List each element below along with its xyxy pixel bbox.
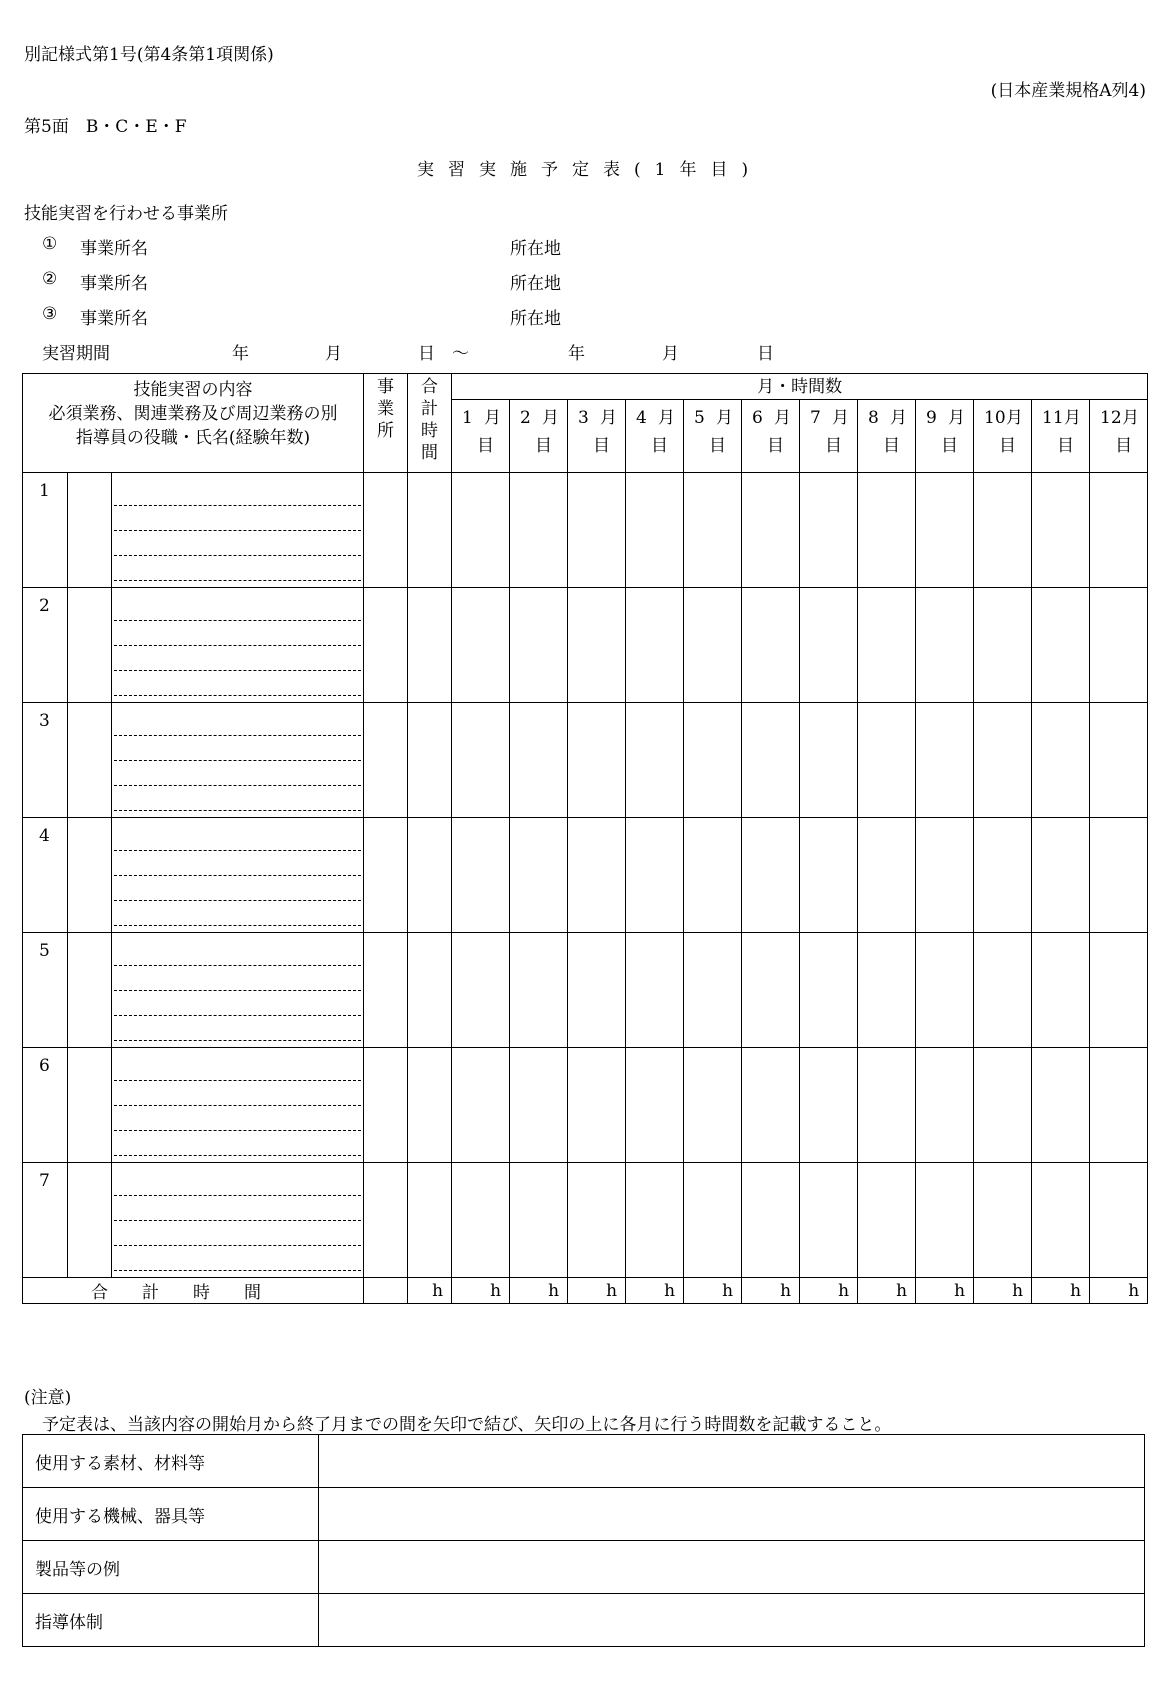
total-hours-cell[interactable] [408,1163,452,1278]
month-hours-cell[interactable] [626,703,684,818]
month-hours-cell[interactable] [626,933,684,1048]
month-number: 6 [752,408,763,428]
facility-2-name-label: 事業所名 [80,274,148,294]
dotted-line [114,711,361,736]
month-header-12 [1090,400,1148,473]
month-hours-cell[interactable] [684,1163,742,1278]
total-hours-cell[interactable] [408,818,452,933]
month-number: 2 [520,408,531,428]
total-hours-header-text [408,376,451,464]
month-number: 10 [984,408,1006,428]
dotted-line [114,506,361,531]
details-row [23,1541,1145,1594]
month-hours-cell[interactable] [858,933,916,1048]
month-hours-cell[interactable] [684,818,742,933]
details-label: 使用する機械、器具等 [23,1488,319,1541]
month-hours-cell[interactable] [916,588,974,703]
month-hours-cell[interactable] [1032,1163,1090,1278]
dotted-line [114,851,361,876]
month-hours-cell[interactable] [626,588,684,703]
total-hours-unit[interactable]: h [568,1278,626,1304]
task-content-cell[interactable] [112,1163,364,1278]
month-hours-cell[interactable] [1090,703,1148,818]
notes-text: 予定表は、当該内容の開始月から終了月までの間を矢印で結び、矢印の上に各月に行う時間数を記載すること。 [42,1415,892,1435]
month-hours-cell[interactable] [626,473,684,588]
month-hours-cell[interactable] [510,1048,568,1163]
dotted-line [114,481,361,506]
period-tilde: ～ [452,344,469,364]
month-hours-cell[interactable] [452,1163,510,1278]
task-content-cell[interactable] [112,1048,364,1163]
month-hours-cell[interactable] [626,1163,684,1278]
month-hours-cell[interactable] [510,818,568,933]
month-hours-cell[interactable] [742,473,800,588]
month-header-top [520,404,567,432]
month-hours-cell[interactable] [800,1048,858,1163]
month-header-top [810,404,857,432]
schedule-table [22,373,1148,1304]
total-hours-unit[interactable]: h [1032,1278,1090,1304]
month-hours-cell[interactable] [974,1048,1032,1163]
month-hours-cell[interactable] [510,473,568,588]
month-hours-cell[interactable] [510,1163,568,1278]
dotted-line [114,1131,361,1156]
total-hours-cell[interactable] [408,473,452,588]
total-hours-unit[interactable]: h [626,1278,684,1304]
row-number: 3 [23,703,68,818]
month-hours-cell[interactable] [858,818,916,933]
office-cell[interactable] [364,818,408,933]
month-unit: 月 [542,408,560,428]
month-hours-cell[interactable] [684,473,742,588]
month-header-7 [800,400,858,473]
period-start-day: 日 [418,344,435,364]
total-hours-cell[interactable] [408,933,452,1048]
content-header [23,374,364,473]
month-header-top [1100,404,1147,432]
month-hours-cell[interactable] [510,588,568,703]
month-header-top [868,404,915,432]
month-header-top [984,404,1031,432]
total-hours-cell[interactable] [408,703,452,818]
task-type-cell[interactable] [68,473,112,588]
row-number: 4 [23,818,68,933]
facility-3-marker: ③ [42,304,58,324]
month-hours-cell[interactable] [1032,933,1090,1048]
task-content-cell[interactable] [112,588,364,703]
total-hours-unit[interactable]: h [1090,1278,1148,1304]
dotted-line [114,966,361,991]
details-value-cell[interactable] [319,1435,1145,1488]
total-hours-unit[interactable]: h [684,1278,742,1304]
table-row [23,703,1148,818]
task-content-cell[interactable] [112,703,364,818]
task-content-cell[interactable] [112,818,364,933]
month-unit: 月 [1064,408,1082,428]
month-number: 3 [578,408,589,428]
details-label: 製品等の例 [23,1541,319,1594]
row-number: 5 [23,933,68,1048]
month-suffix: 目 [535,436,553,456]
month-hours-cell[interactable] [626,818,684,933]
month-unit: 月 [1122,408,1140,428]
month-header-top [1042,404,1089,432]
dotted-line [114,1106,361,1131]
month-hours-cell[interactable] [800,1163,858,1278]
total-hours-unit[interactable]: h [742,1278,800,1304]
task-type-cell[interactable] [68,1163,112,1278]
task-type-cell[interactable] [68,703,112,818]
month-suffix: 目 [477,436,495,456]
month-hours-cell[interactable] [568,818,626,933]
details-value-cell[interactable] [319,1488,1145,1541]
month-hours-cell[interactable] [1032,588,1090,703]
month-header-3 [568,400,626,473]
details-row [23,1594,1145,1647]
content-header-line-1: 技能実習の内容 [133,380,253,400]
month-header-9 [916,400,974,473]
facility-2-address-label: 所在地 [510,274,561,294]
details-label: 使用する素材、材料等 [23,1435,319,1488]
month-hours-cell[interactable] [1090,818,1148,933]
month-hours-cell[interactable] [742,818,800,933]
month-hours-cell[interactable] [1032,1048,1090,1163]
month-hours-cell[interactable] [452,473,510,588]
month-hours-cell[interactable] [568,588,626,703]
dotted-line [114,1196,361,1221]
month-hours-cell[interactable] [742,1163,800,1278]
total-hours-unit[interactable]: h [858,1278,916,1304]
row-number: 1 [23,473,68,588]
total-hours-cell[interactable] [408,1048,452,1163]
table-row [23,588,1148,703]
task-content-cell[interactable] [112,933,364,1048]
month-number: 8 [868,408,879,428]
total-hours-unit[interactable]: h [974,1278,1032,1304]
month-hours-cell[interactable] [452,933,510,1048]
details-row [23,1488,1145,1541]
details-label: 指導体制 [23,1594,319,1647]
month-hours-cell[interactable] [916,703,974,818]
details-table [22,1434,1145,1647]
dotted-line [114,991,361,1016]
month-hours-cell[interactable] [800,703,858,818]
month-suffix: 目 [709,436,727,456]
office-cell[interactable] [364,703,408,818]
month-suffix: 目 [651,436,669,456]
month-number: 9 [926,408,937,428]
row-number: 6 [23,1048,68,1163]
office-header-char-2: 業 [377,399,395,419]
table-row [23,933,1148,1048]
month-hours-cell[interactable] [452,703,510,818]
month-hours-cell[interactable] [1090,473,1148,588]
total-hours-unit[interactable]: h [452,1278,510,1304]
month-hours-cell[interactable] [1032,818,1090,933]
month-suffix: 目 [767,436,785,456]
month-header-top [926,404,973,432]
details-value-cell[interactable] [319,1594,1145,1647]
total-hours-header-char-1: 合 [421,377,439,397]
month-hours-cell[interactable] [1090,1048,1148,1163]
month-suffix: 目 [941,436,959,456]
month-hours-cell[interactable] [684,588,742,703]
total-hours-unit[interactable]: h [800,1278,858,1304]
month-hours-cell[interactable] [1032,703,1090,818]
dotted-line [114,876,361,901]
month-number: 1 [462,408,473,428]
form-id: 別記様式第1号(第4条第1項関係) [24,45,274,65]
office-cell[interactable] [364,588,408,703]
months-header: 月・時間数 [452,374,1148,400]
dotted-line [114,621,361,646]
month-suffix: 目 [883,436,901,456]
month-hours-cell[interactable] [800,818,858,933]
dotted-line [114,531,361,556]
month-unit: 月 [1006,408,1024,428]
table-row [23,1048,1148,1163]
month-hours-cell[interactable] [916,933,974,1048]
month-hours-cell[interactable] [974,1163,1032,1278]
month-hours-cell[interactable] [626,1048,684,1163]
month-suffix: 目 [1115,436,1133,456]
facility-1-address-label: 所在地 [510,239,561,259]
month-number: 7 [810,408,821,428]
period-label: 実習期間 [42,344,110,364]
month-hours-cell[interactable] [684,1048,742,1163]
total-office-cell [364,1278,408,1304]
dotted-line [114,761,361,786]
table-row [23,1163,1148,1278]
month-header-top [694,404,741,432]
month-hours-cell[interactable] [1090,1163,1148,1278]
task-type-cell[interactable] [68,1048,112,1163]
dotted-line [114,1016,361,1041]
details-row [23,1435,1145,1488]
period-end-day: 日 [757,344,774,364]
total-hours-header-char-2: 計 [421,399,439,419]
month-hours-cell[interactable] [568,1163,626,1278]
facility-1-marker: ① [42,234,58,254]
month-hours-cell[interactable] [858,473,916,588]
month-hours-cell[interactable] [800,473,858,588]
table-row [23,818,1148,933]
task-type-cell[interactable] [68,818,112,933]
month-hours-cell[interactable] [568,1048,626,1163]
table-row [23,473,1148,588]
task-type-cell[interactable] [68,933,112,1048]
dotted-line [114,1246,361,1271]
total-hours-header [408,374,452,473]
period-end-month: 月 [662,344,679,364]
total-row [23,1278,1148,1304]
month-header-top [636,404,683,432]
dotted-line [114,901,361,926]
dotted-line [114,826,361,851]
month-hours-cell[interactable] [974,703,1032,818]
month-hours-cell[interactable] [858,703,916,818]
total-hours-header-char-4: 間 [421,443,439,463]
month-suffix: 目 [1057,436,1075,456]
month-hours-cell[interactable] [1090,588,1148,703]
month-header-10 [974,400,1032,473]
month-hours-cell[interactable] [974,473,1032,588]
page-label: 第5面 B・C・E・F [24,117,187,137]
facility-3-address-label: 所在地 [510,309,561,329]
period-start-year: 年 [232,344,249,364]
facilities-heading: 技能実習を行わせる事業所 [24,204,228,224]
month-hours-cell[interactable] [684,703,742,818]
dotted-line [114,1221,361,1246]
month-hours-cell[interactable] [742,933,800,1048]
month-unit: 月 [774,408,792,428]
dotted-line [114,646,361,671]
month-unit: 月 [716,408,734,428]
content-header-line-2: 必須業務、関連業務及び周辺業務の別 [48,404,338,424]
dotted-line [114,596,361,621]
total-hours-unit[interactable]: h [408,1278,452,1304]
office-header-char-3: 所 [377,421,395,441]
office-cell[interactable] [364,933,408,1048]
month-hours-cell[interactable] [1032,473,1090,588]
month-hours-cell[interactable] [916,473,974,588]
task-type-cell[interactable] [68,588,112,703]
dotted-line [114,786,361,811]
facility-1-name-label: 事業所名 [80,239,148,259]
dotted-line [114,941,361,966]
details-value-cell[interactable] [319,1541,1145,1594]
office-header-char-1: 事 [377,377,395,397]
month-header-top [578,404,625,432]
month-unit: 月 [890,408,908,428]
month-number: 11 [1042,408,1064,428]
office-cell[interactable] [364,473,408,588]
month-suffix: 目 [825,436,843,456]
task-content-cell[interactable] [112,473,364,588]
dotted-line [114,1081,361,1106]
month-hours-cell[interactable] [568,473,626,588]
dotted-line [114,1171,361,1196]
month-hours-cell[interactable] [1090,933,1148,1048]
month-header-2 [510,400,568,473]
total-hours-header-char-3: 時 [421,421,439,441]
dotted-line [114,556,361,581]
month-header-top [462,404,509,432]
content-header-line-3: 指導員の役職・氏名(経験年数) [75,428,311,448]
month-header-top [752,404,799,432]
month-header-11 [1032,400,1090,473]
page-title: 実習実施予定表(1年目) [417,160,763,180]
month-number: 12 [1100,408,1122,428]
month-suffix: 目 [999,436,1017,456]
office-header-text [364,376,407,442]
month-hours-cell[interactable] [858,588,916,703]
month-hours-cell[interactable] [452,818,510,933]
month-hours-cell[interactable] [916,818,974,933]
month-unit: 月 [484,408,502,428]
month-hours-cell[interactable] [452,588,510,703]
month-header-1 [452,400,510,473]
facility-2-marker: ② [42,269,58,289]
month-hours-cell[interactable] [452,1048,510,1163]
month-header-6 [742,400,800,473]
month-hours-cell[interactable] [684,933,742,1048]
period-end-year: 年 [568,344,585,364]
month-suffix: 目 [593,436,611,456]
month-hours-cell[interactable] [742,1048,800,1163]
total-row-label: 合計時間 [23,1278,364,1304]
dotted-line [114,736,361,761]
month-header-8 [858,400,916,473]
total-hours-cell[interactable] [408,588,452,703]
period-start-month: 月 [325,344,342,364]
office-cell[interactable] [364,1048,408,1163]
dotted-line [114,671,361,696]
month-unit: 月 [658,408,676,428]
month-hours-cell[interactable] [858,1163,916,1278]
month-number: 5 [694,408,705,428]
month-unit: 月 [832,408,850,428]
month-hours-cell[interactable] [974,818,1032,933]
total-hours-unit[interactable]: h [510,1278,568,1304]
month-hours-cell[interactable] [742,703,800,818]
row-number: 2 [23,588,68,703]
month-hours-cell[interactable] [568,933,626,1048]
month-hours-cell[interactable] [858,1048,916,1163]
month-hours-cell[interactable] [916,1163,974,1278]
dotted-line [114,1056,361,1081]
office-header [364,374,408,473]
row-number: 7 [23,1163,68,1278]
month-hours-cell[interactable] [974,933,1032,1048]
month-hours-cell[interactable] [568,703,626,818]
month-hours-cell[interactable] [510,703,568,818]
paper-size: (日本産業規格A列4) [990,81,1146,101]
month-number: 4 [636,408,647,428]
month-unit: 月 [948,408,966,428]
office-cell[interactable] [364,1163,408,1278]
facility-3-name-label: 事業所名 [80,309,148,329]
month-header-4 [626,400,684,473]
month-hours-cell[interactable] [974,588,1032,703]
notes-heading: (注意) [24,1388,72,1408]
month-hours-cell[interactable] [800,933,858,1048]
month-hours-cell[interactable] [510,933,568,1048]
month-hours-cell[interactable] [742,588,800,703]
month-hours-cell[interactable] [916,1048,974,1163]
month-hours-cell[interactable] [800,588,858,703]
month-unit: 月 [600,408,618,428]
month-header-5 [684,400,742,473]
total-hours-unit[interactable]: h [916,1278,974,1304]
